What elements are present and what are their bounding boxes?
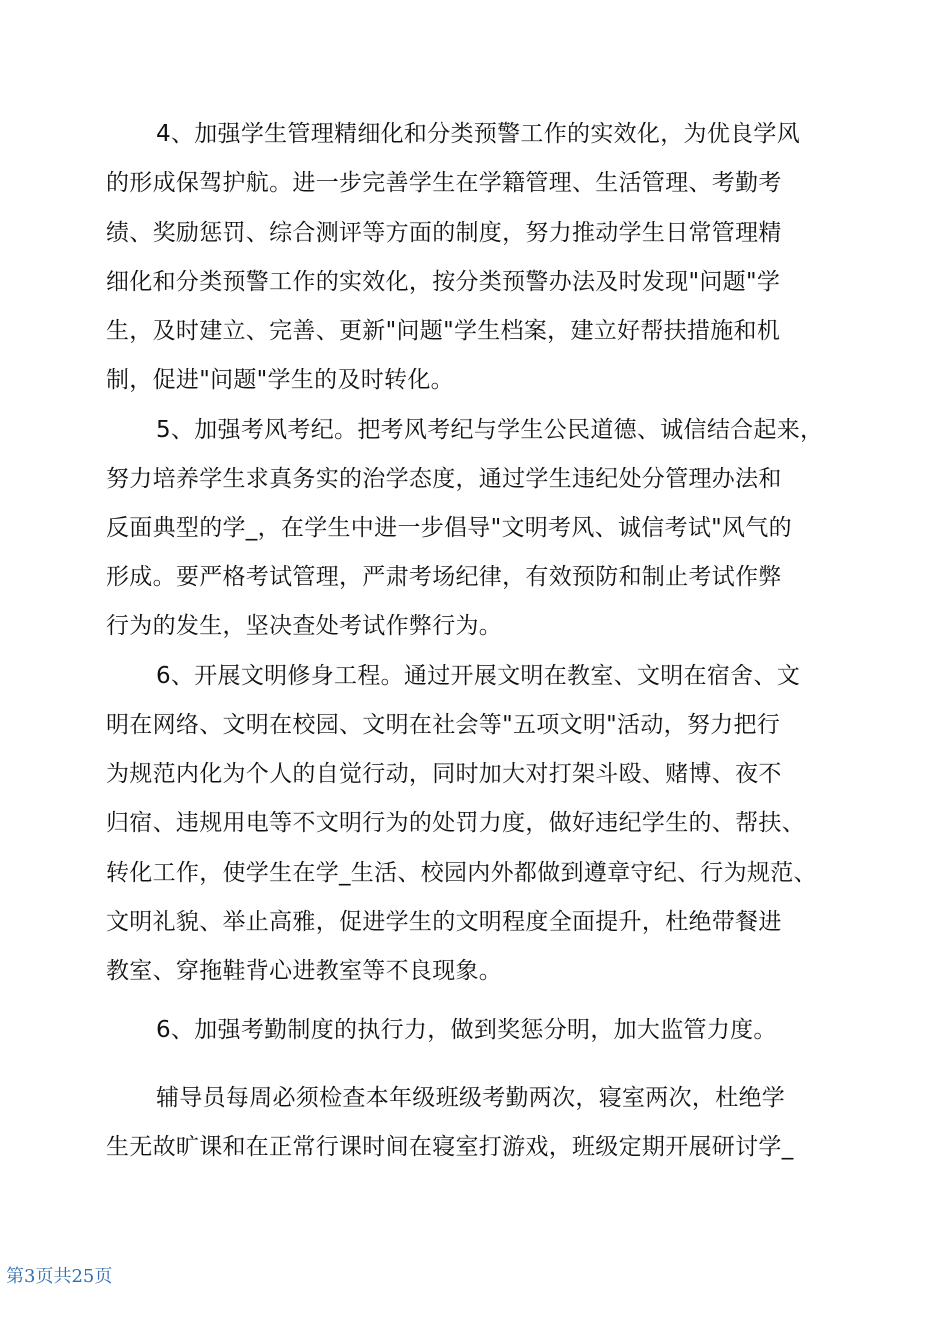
paragraph-6b-line-1: 6、加强考勤制度的执行力，做到奖惩分明，加大监管力度。	[156, 1017, 777, 1043]
page-number-footer: 第3页共25页	[6, 1266, 113, 1287]
paragraph-6-line-7: 教室、穿拖鞋背心进教室等不良现象。	[106, 958, 503, 984]
paragraph-6-line-5: 转化工作，使学生在学_生活、校园内外都做到遵章守纪、行为规范、	[106, 860, 817, 886]
paragraph-5-line-2: 努力培养学生求真务实的治学态度，通过学生违纪处分管理办法和	[106, 466, 782, 492]
paragraph-counselor-line-1: 辅导员每周必须检查本年级班级考勤两次，寝室两次，杜绝学	[156, 1085, 786, 1111]
paragraph-6-line-4: 归宿、违规用电等不文明行为的处罚力度，做好违纪学生的、帮扶、	[106, 810, 805, 836]
paragraph-6-line-2: 明在网络、文明在校园、文明在社会等"五项文明"活动，努力把行	[106, 712, 781, 738]
paragraph-6-line-1: 6、开展文明修身工程。通过开展文明在教室、文明在宿舍、文	[156, 663, 801, 689]
paragraph-counselor-line-2: 生无故旷课和在正常行课时间在寝室打游戏，班级定期开展研讨学_	[106, 1134, 794, 1160]
paragraph-4-line-5: 生，及时建立、完善、更新"问题"学生档案，建立好帮扶措施和机	[106, 318, 781, 344]
paragraph-5-line-1: 5、加强考风考纪。把考风考纪与学生公民道德、诚信结合起来，	[156, 417, 824, 443]
paragraph-4-line-1: 4、加强学生管理精细化和分类预警工作的实效化，为优良学风	[156, 121, 801, 147]
paragraph-4-line-6: 制，促进"问题"学生的及时转化。	[106, 367, 454, 393]
paragraph-4-line-3: 绩、奖励惩罚、综合测评等方面的制度，努力推动学生日常管理精	[106, 220, 782, 246]
paragraph-5-line-5: 行为的发生，坚决查处考试作弊行为。	[106, 613, 503, 639]
paragraph-5-line-3: 反面典型的学_，在学生中进一步倡导"文明考风、诚信考试"风气的	[106, 515, 792, 541]
paragraph-6-line-6: 文明礼貌、举止高雅，促进学生的文明程度全面提升，杜绝带餐进	[106, 909, 782, 935]
paragraph-6-line-3: 为规范内化为个人的自觉行动，同时加大对打架斗殴、赌博、夜不	[106, 761, 782, 787]
paragraph-5-line-4: 形成。要严格考试管理，严肃考场纪律，有效预防和制止考试作弊	[106, 564, 782, 590]
paragraph-4-line-4: 细化和分类预警工作的实效化，按分类预警办法及时发现"问题"学	[106, 269, 781, 295]
paragraph-4-line-2: 的形成保驾护航。进一步完善学生在学籍管理、生活管理、考勤考	[106, 170, 782, 196]
